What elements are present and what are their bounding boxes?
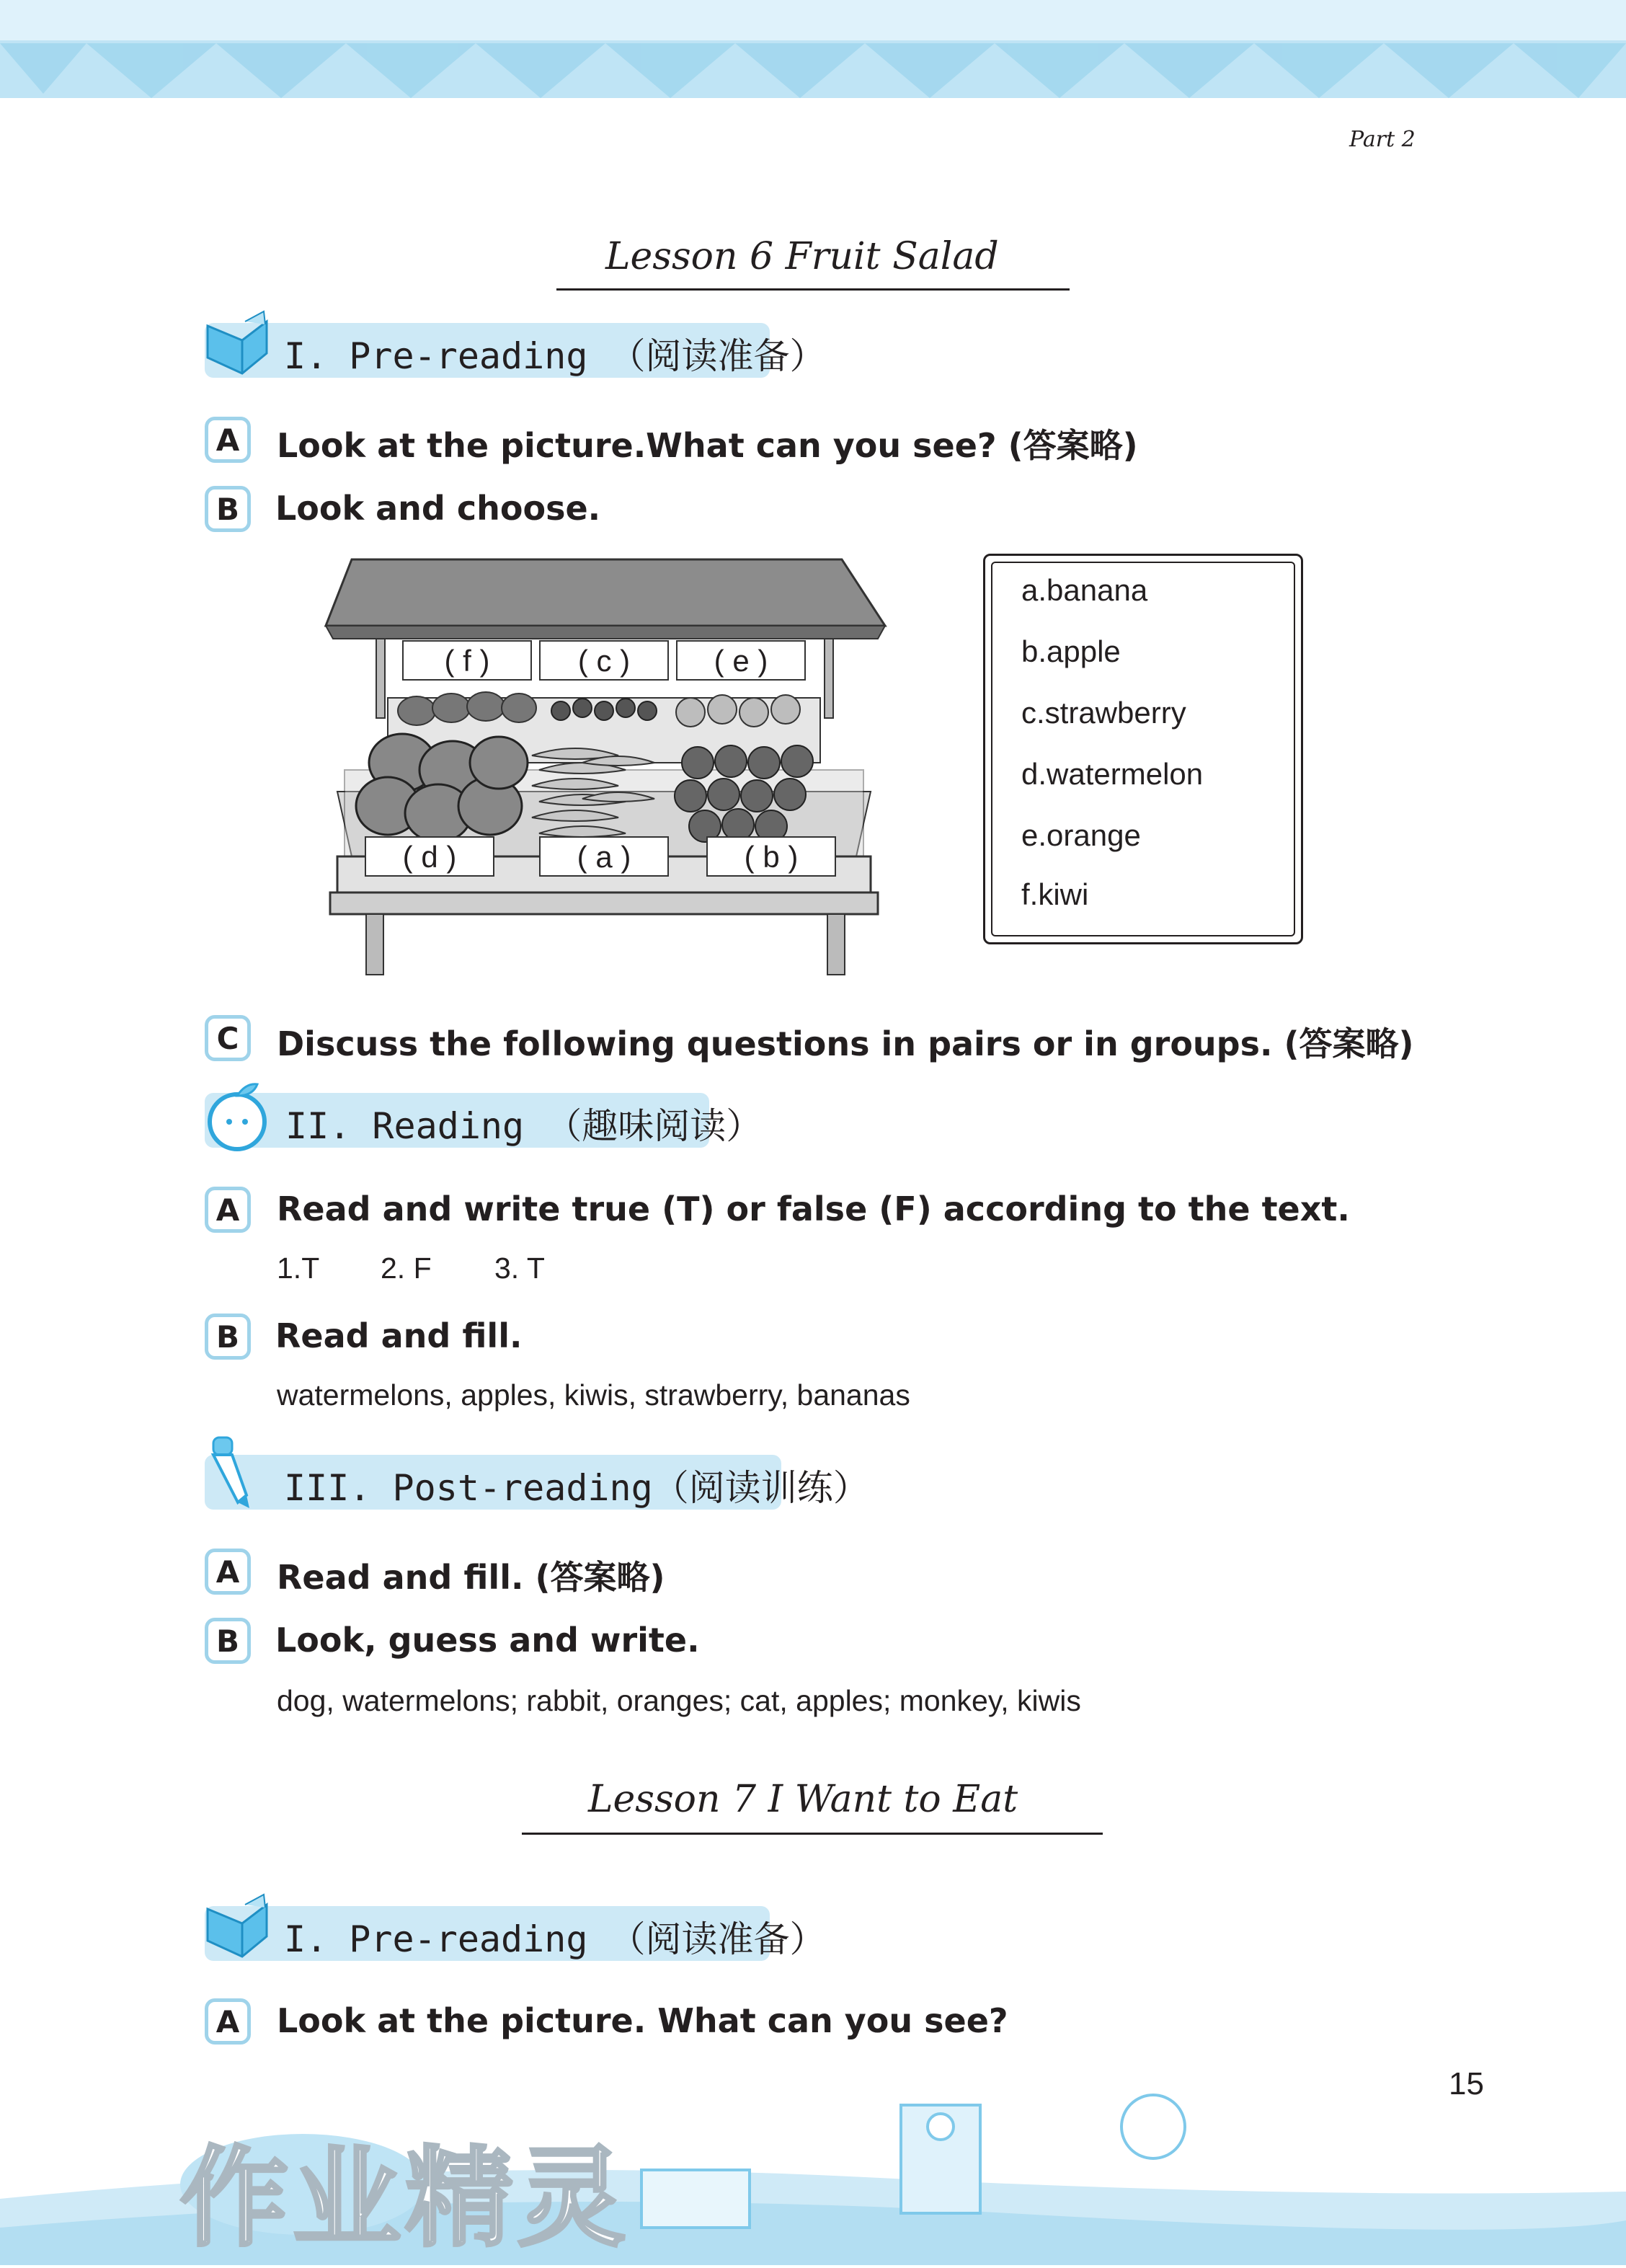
section-heading-post-reading: III. Post-reading（阅读训练） [284,1467,869,1509]
instruction-look-guess-write: Look, guess and write. [275,1621,700,1660]
stall-label-bottom-2-value: a [595,840,613,874]
stall-label-bottom-3-value: b [763,840,780,874]
diamond-pattern [0,0,1626,98]
instruction-true-false: Read and write true (T) or false (F) according to the text. [277,1190,1350,1228]
instruction-read-and-fill-post: Read and fill. (答案略) [277,1558,665,1597]
stall-label-top-2: ( c ) [539,640,669,681]
stall-label-bottom-3: ( b ) [706,836,836,877]
answer-3: 3. T [494,1252,545,1285]
fruit-stall-drawing [323,554,892,979]
option-b: b.apple [1021,634,1121,668]
stall-label-bottom-1-value: d [421,840,438,874]
item-badge-a: A [205,1187,251,1233]
page-number: 15 [1449,2066,1484,2101]
stall-label-top-3: ( e ) [676,640,806,681]
answer-look-guess-write: dog, watermelons; rabbit, oranges; cat, apples; monkey, kiwis [277,1684,1081,1717]
watermark: 作业精灵 [180,2136,631,2262]
lesson7-title-rule [522,1833,1103,1835]
bottom-decorative-scene [0,2076,1626,2265]
stall-label-top-2-value: c [596,644,612,678]
instruction-look-at-picture-lesson7: Look at the picture. What can you see? [277,2001,1008,2040]
item-badge-a: A [205,1998,251,2045]
fruit-stall-illustration [323,554,892,979]
answer-2: 2. F [381,1252,432,1285]
item-badge-c: C [205,1015,251,1061]
option-e: e.orange [1021,818,1141,852]
part-label: Part 2 [1349,127,1416,152]
section-heading-pre-reading: I. Pre-reading （阅读准备） [284,335,826,377]
stall-label-bottom-1: ( d ) [365,836,494,877]
section-heading-pre-reading-lesson7: I. Pre-reading （阅读准备） [284,1918,826,1960]
options-box [983,554,1303,944]
top-decorative-band [0,0,1626,98]
item-badge-b: B [205,486,251,532]
item-badge-b: B [205,1618,251,1664]
item-badge-b: B [205,1314,251,1360]
section-heading-reading: II. Reading （趣味阅读） [285,1105,763,1147]
stall-label-top-3-value: e [732,644,750,678]
answer-1: 1.T [277,1252,320,1285]
option-a: a.banana [1021,573,1148,607]
option-f: f.kiwi [1021,877,1089,911]
lesson7-title: Lesson 7 I Want to Eat [588,1778,1018,1821]
instruction-look-and-choose: Look and choose. [275,489,601,528]
option-d: d.watermelon [1021,757,1204,791]
book-icon [200,307,270,382]
option-c: c.strawberry [1021,696,1186,730]
lesson6-title-rule [556,288,1070,291]
answer-read-and-fill: watermelons, apples, kiwis, strawberry, bananas [277,1378,910,1412]
apple-icon [205,1078,270,1153]
pencil-icon [203,1433,268,1511]
item-badge-a: A [205,417,251,463]
stall-label-top-1-value: f [463,644,471,678]
instruction-read-and-fill: Read and fill. [275,1316,523,1355]
stall-label-top-1: ( f ) [402,640,532,681]
instruction-look-at-picture: Look at the picture.What can you see? (答案略) [277,426,1138,465]
stall-label-bottom-2: ( a ) [539,836,669,877]
lesson6-title: Lesson 6 Fruit Salad [605,235,999,278]
instruction-discuss: Discuss the following questions in pairs or in groups. (答案略) [277,1024,1414,1063]
book-icon [200,1890,270,1965]
item-badge-a: A [205,1549,251,1595]
